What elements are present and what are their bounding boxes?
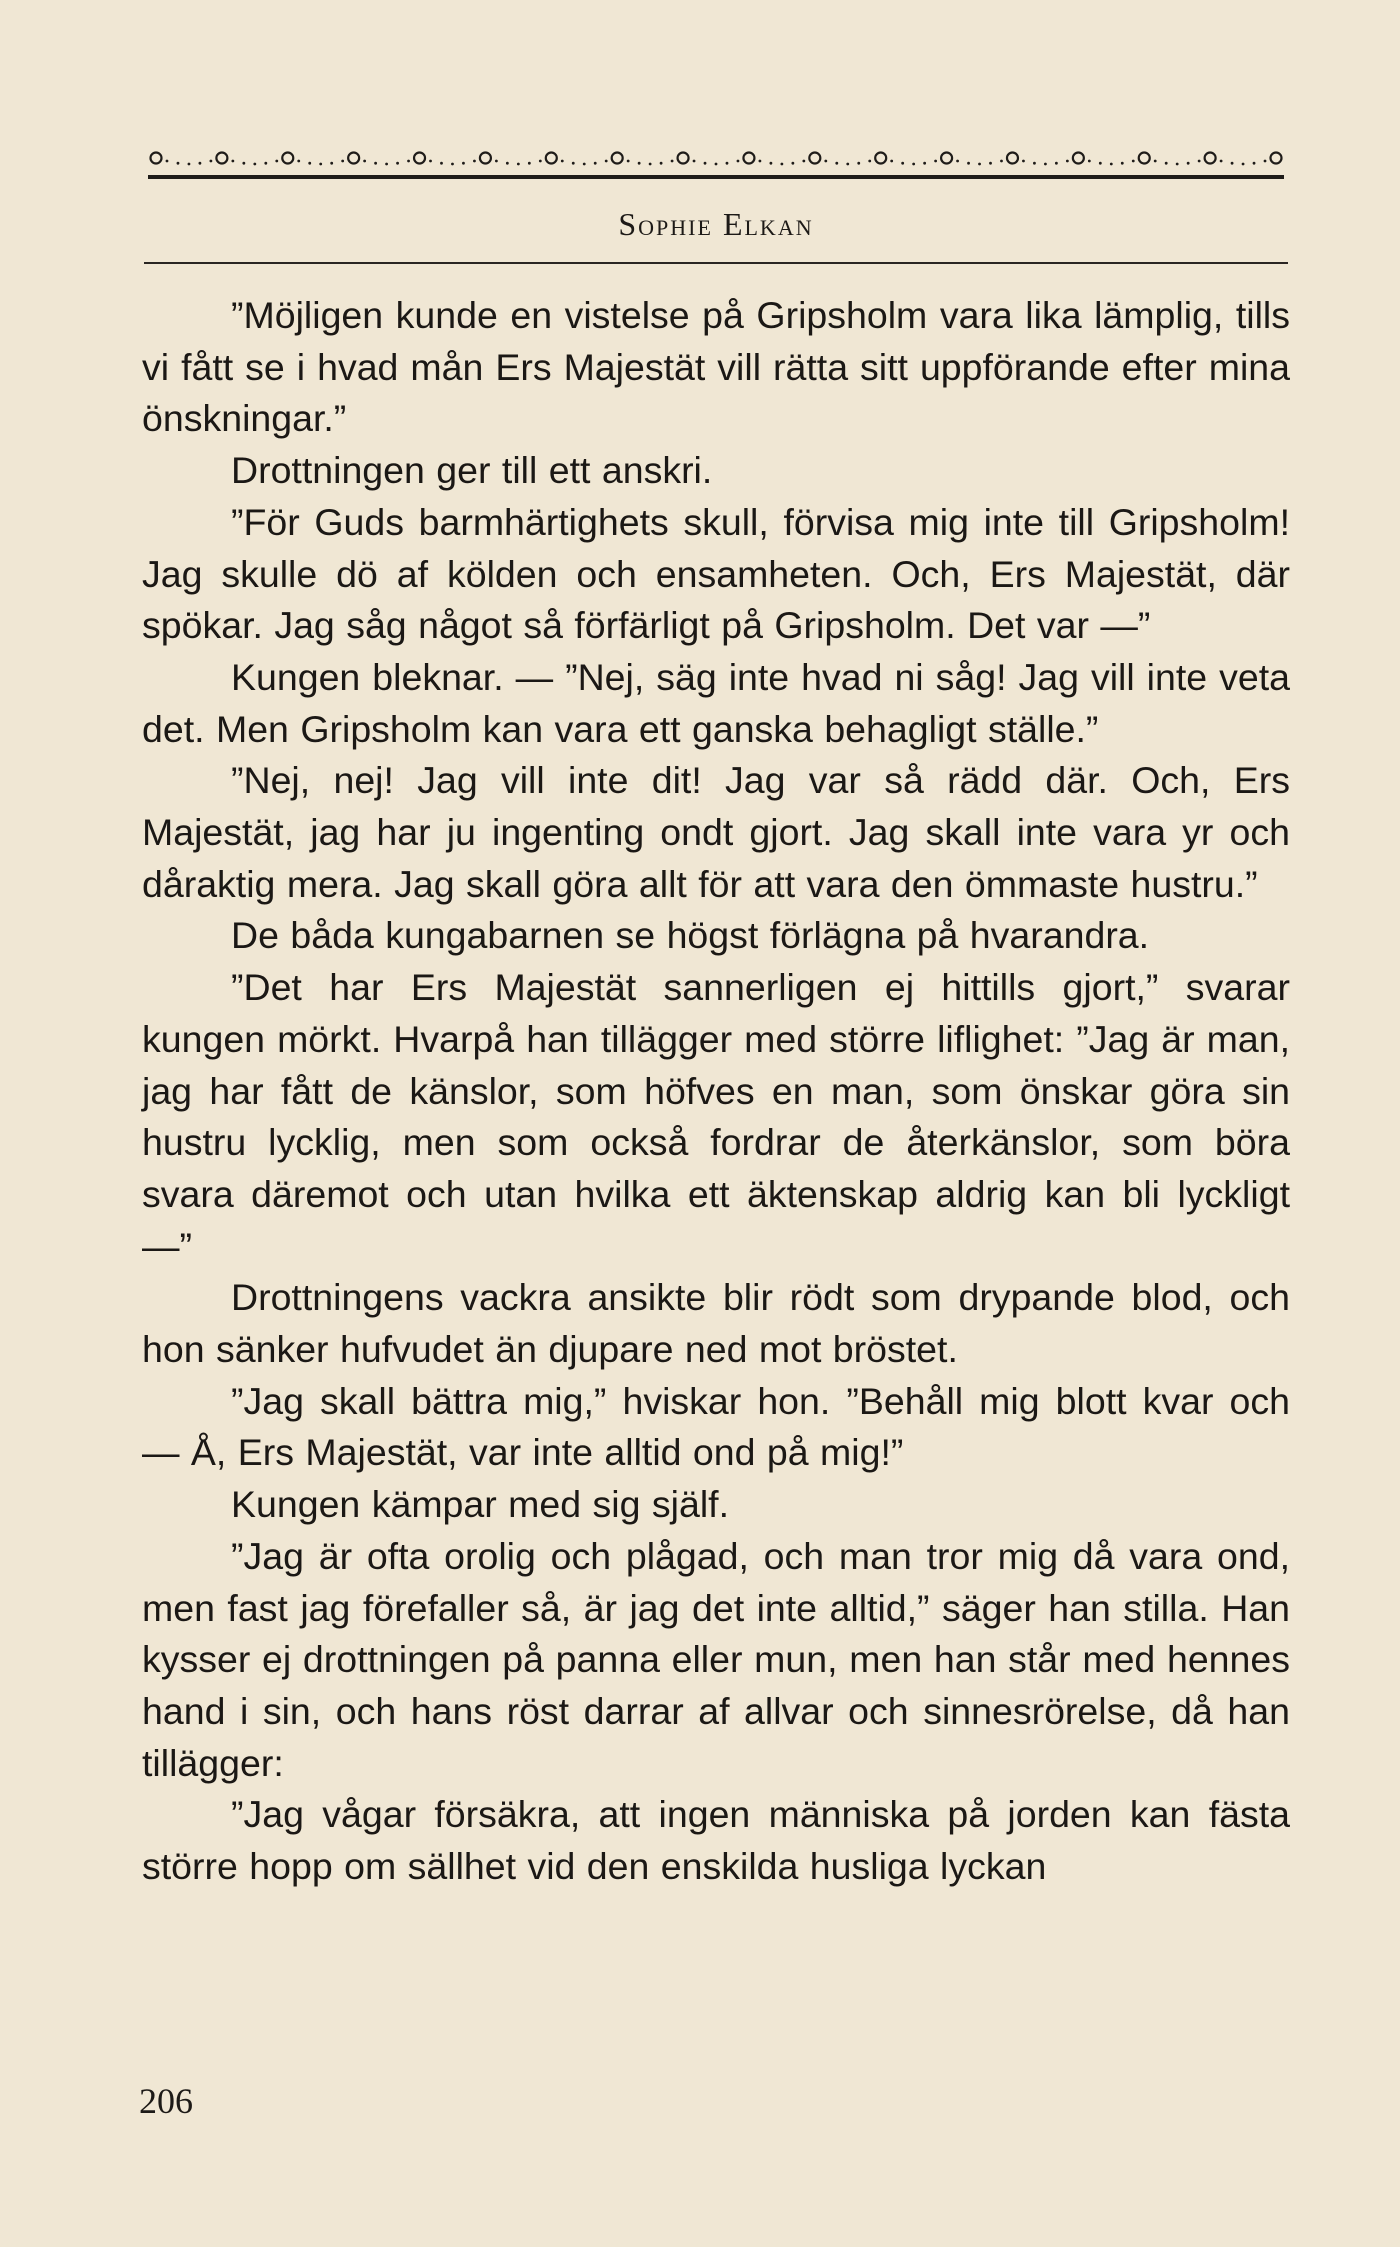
ornament-dot [956,160,959,163]
paragraph: Kungen kämpar med sig själf. [231,1483,730,1526]
ornament-dot [780,163,783,166]
ornament-dot [396,162,399,165]
ornament-dot [715,163,718,166]
ornament-dot [1231,162,1234,165]
ornament-dot [923,162,926,165]
ornament-ring [1007,153,1018,164]
paragraph: ”Jag skall bättra mig,” hviskar hon. ”Behåll mig blott kvar och — Å, Ers Majestät, var inte alltid ond på mig!” [142,1379,1290,1474]
ornament-ring [1073,153,1084,164]
ornament-dot [802,160,805,163]
body-text [142,290,1290,1893]
ornament-dot [199,162,202,165]
ornament-dot [451,163,454,166]
ornament-dot [759,160,762,163]
ornament-dot [693,160,696,163]
page-number: 206 [139,2081,193,2121]
ornament-dot [989,162,992,165]
ornament-ring [282,153,293,164]
ornament-ring [151,153,162,164]
paragraph: ”Jag är ofta orolig och plågad, och man tror mig då vara ond, men fast jag förefaller så, är jag det inte alltid,” säger han stilla. Han kysser ej drottningen på panna eller mun, men han står med hennes hand i sin, och hans röst darrar af allvar och sinnesrörelse, då han tillägger: [142,1534,1290,1784]
ornament-dot [704,162,707,165]
paragraph: ”Det har Ers Majestät sannerligen ej hittills gjort,” svarar kungen mörkt. Hvarpå han tillägger med större liflighet: ”Jag är man, jag har fått de känslor, som höfves en man, som önskar göra sin hustru lycklig, men som också fordrar de återkänslor, som böra svara däremot och utan hvilka ett äktenskap aldrig kan bli lyckligt —” [142,966,1290,1267]
ornament-dot [440,162,443,165]
ornament-ring [348,153,359,164]
ornament-dot [1253,162,1256,165]
ornament-dot [627,160,630,163]
ornament-dot [407,160,410,163]
ornament-dot [1033,162,1036,165]
ornament-dot [846,163,849,166]
ornament-ring [809,153,820,164]
ornament-ring [414,153,425,164]
ornament-dot [1154,160,1157,163]
header-rule [144,262,1288,264]
ornament-dot [868,160,871,163]
ornament-ring [743,153,754,164]
ornament-dot [231,160,234,163]
ornament-dot [835,162,838,165]
ornament-ring [1271,153,1282,164]
ornament-dot [528,162,531,165]
ornament-dot [341,160,344,163]
ornament-dot [1110,163,1113,166]
ornament-dot [824,160,827,163]
ornament-dot [1176,163,1179,166]
ornament-dot [188,163,191,166]
ornament-dot [583,163,586,166]
paragraph: ”För Guds barmhärtighets skull, förvisa mig inte till Gripsholm! Jag skulle dö af kölden och ensamheten. Och, Ers Majestät, där spökar. Jag såg något så förfärligt på Gripsholm. Det var —” [142,500,1290,647]
ornament-dot [561,160,564,163]
paragraph: Kungen bleknar. — ”Nej, säg inte hvad ni såg! Jag vill inte veta det. Men Gripsholm kan vara ett ganska behagligt ställe.” [142,655,1290,750]
ornament-ring [216,153,227,164]
ornament-dot [275,160,278,163]
running-head: Sophie Elkan [618,206,814,242]
ornament-dot [363,160,366,163]
paragraph: ”Jag vågar försäkra, att ingen människa på jorden kan fästa större hopp om sällhet vid den enskilda husliga lyckan [142,1793,1290,1888]
ornament-dot [912,163,915,166]
ornament-dot [385,163,388,166]
ornament-dot [210,160,213,163]
ornament-dot [791,162,794,165]
ornament-dot [242,162,245,165]
paragraph: De båda kungabarnen se högst förlägna på hvarandra. [231,914,1150,957]
ornament-dot [638,162,641,165]
ornament-dot [1220,160,1223,163]
ornament-ring [612,153,623,164]
ornament-dot [1088,160,1091,163]
ornament-dot [330,162,333,165]
ornament-dot [1242,163,1245,166]
ornament-dot [737,160,740,163]
ornament-dot [1165,162,1168,165]
ornament-dot [319,163,322,166]
ornament-dot [374,162,377,165]
ornament-dot [253,163,256,166]
ornament-dot [297,160,300,163]
ornament-dot [1187,162,1190,165]
ornament-dot [473,160,476,163]
ornament-dot [1000,160,1003,163]
ornament-dot [539,160,542,163]
ornament-dot [978,163,981,166]
ornament-dot [1198,160,1201,163]
ornament-dot [901,162,904,165]
ornament-ring [875,153,886,164]
paragraph: ”Nej, nej! Jag vill inte dit! Jag var så rädd där. Och, Ers Majestät, jag har ju ingenting ondt gjort. Jag skall inte vara yr och dåraktig mera. Jag skall göra allt för att vara den ömmaste hustru.” [142,759,1290,905]
ornament-dot [429,160,432,163]
ornament-dot [594,162,597,165]
ornament-dot [1099,162,1102,165]
ornament-dot [1066,160,1069,163]
ornament-dot [934,160,937,163]
ornament-dot [660,162,663,165]
ornament-dot [605,160,608,163]
ornament-ring [546,153,557,164]
ornament-dot [967,162,970,165]
ornament-dot [857,162,860,165]
ornament-dot [1132,160,1135,163]
ornament-dot [506,162,509,165]
ornament-dot [517,163,520,166]
ornament-dot [890,160,893,163]
ornament-ring [480,153,491,164]
ornament-ring [1205,153,1216,164]
ornamental-border [144,134,1288,194]
ornament-dot [264,162,267,165]
ornament-dot [1264,160,1267,163]
ornament-dot [166,160,169,163]
ornament-dot [1022,160,1025,163]
ornament-dot [308,162,311,165]
ornament-dot [726,162,729,165]
ornament-dot [770,162,773,165]
paragraph: Drottningen ger till ett anskri. [231,449,713,492]
ornament-dot [649,163,652,166]
paragraph: Drottningens vackra ansikte blir rödt som drypande blod, och hon sänker hufvudet än djupare ned mot bröstet. [142,1276,1290,1371]
ornament-dot [671,160,674,163]
ornament-ring [1139,153,1150,164]
ornament-dot [1044,163,1047,166]
ornament-ring [678,153,689,164]
ornament-dot [462,162,465,165]
ornament-dot [1055,162,1058,165]
ornament-dot [1121,162,1124,165]
ornament-dot [572,162,575,165]
ornament-ring [941,153,952,164]
paragraph: ”Möjligen kunde en vistelse på Gripsholm vara lika lämplig, tills vi fått se i hvad mån Ers Majestät vill rätta sitt uppförande efter mina önskningar.” [142,294,1290,440]
ornament-dot [177,162,180,165]
ornament-dot [495,160,498,163]
